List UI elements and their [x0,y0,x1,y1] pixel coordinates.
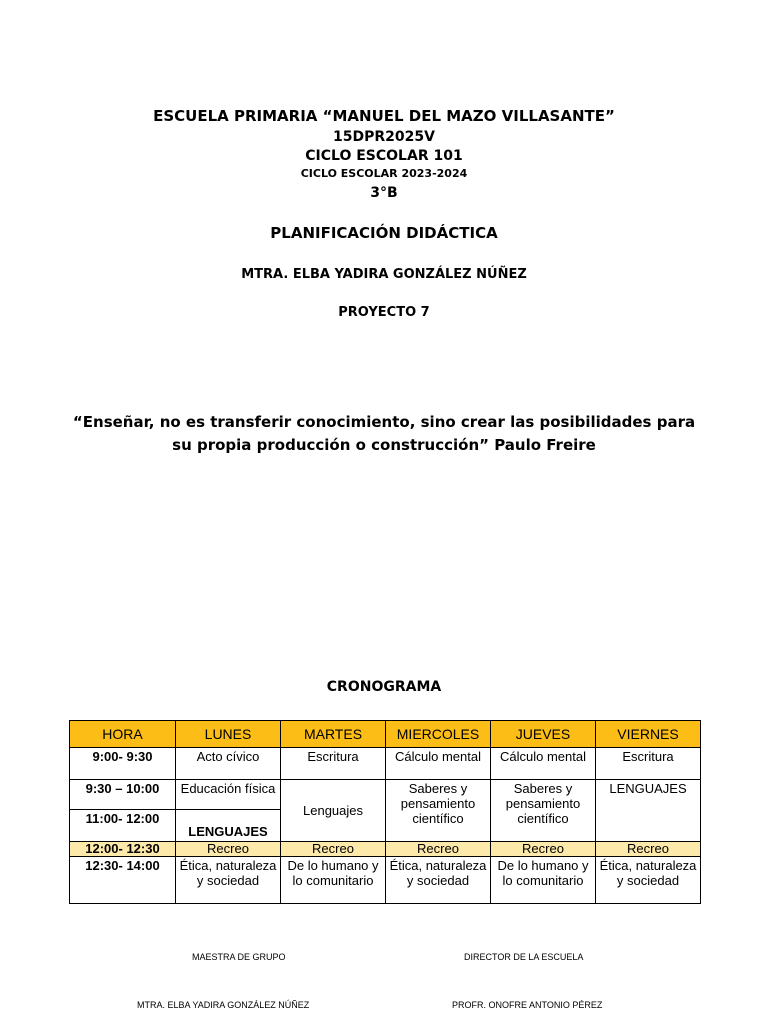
page-title: PLANIFICACIÓN DIDÁCTICA [270,224,498,242]
cell-jueves: Cálculo mental [491,748,596,780]
header-lunes: LUNES [176,721,281,748]
cell-martes: Lenguajes [281,780,386,842]
signature-right-role: DIRECTOR DE LA ESCUELA [464,952,584,962]
cell-martes: Recreo [281,842,386,857]
cell-miercoles: Ética, naturaleza y sociedad [386,857,491,904]
signature-left-role: MAESTRA DE GRUPO [192,952,286,962]
cell-miercoles: Saberes y pensamiento científico [386,780,491,842]
header-hora: HORA [70,721,176,748]
header-miercoles: MIERCOLES [386,721,491,748]
project-number: PROYECTO 7 [338,305,430,320]
cell-jueves: Saberes y pensamiento científico [491,780,596,842]
school-cycle-a: CICLO ESCOLAR 101 [305,148,463,164]
cell-jueves: Recreo [491,842,596,857]
cell-martes: De lo humano y lo comunitario [281,857,386,904]
quote: “Enseñar, no es transferir conocimiento, sino crear las posibilidades para su propia producción o construcción” Paulo Freire [72,413,696,454]
header-martes: MARTES [281,721,386,748]
school-name: ESCUELA PRIMARIA “MANUEL DEL MAZO VILLASANTE” [153,107,615,125]
school-group: 3°B [370,185,398,201]
cell-hora: 9:00- 9:30 [70,748,176,780]
table-row-recreo [70,842,701,857]
header-jueves: JUEVES [491,721,596,748]
signature-right-name: PROFR. ONOFRE ANTONIO PÉREZ [452,1000,603,1010]
cell-viernes: Escritura [596,748,701,780]
cell-hora: 11:00- 12:00 [70,810,176,842]
table-row [70,748,701,780]
cell-martes: Escritura [281,748,386,780]
cell-hora: 9:30 – 10:00 [70,780,176,810]
header-viernes: VIERNES [596,721,701,748]
cell-lunes: Acto cívico [176,748,281,780]
schedule-title: CRONOGRAMA [326,679,442,695]
cell-lunes: Educación física [176,780,281,810]
cell-hora: 12:00- 12:30 [70,842,176,857]
schedule-header-row [70,721,701,748]
schedule-table [69,720,701,904]
cell-jueves: De lo humano y lo comunitario [491,857,596,904]
cell-hora: 12:30- 14:00 [70,857,176,904]
teacher-name: MTRA. ELBA YADIRA GONZÁLEZ NÚÑEZ [241,267,527,282]
cell-miercoles: Cálculo mental [386,748,491,780]
cell-viernes: Recreo [596,842,701,857]
cell-lunes: Ética, naturaleza y sociedad [176,857,281,904]
signature-left-name: MTRA. ELBA YADIRA GONZÁLEZ NÚÑEZ [137,1000,310,1010]
cell-lunes: LENGUAJES [176,810,281,842]
school-cycle-b: CICLO ESCOLAR 2023-2024 [300,167,468,180]
cell-viernes: Ética, naturaleza y sociedad [596,857,701,904]
cell-viernes: LENGUAJES [596,780,701,842]
table-row [70,857,701,904]
cell-miercoles: Recreo [386,842,491,857]
school-code: 15DPR2025V [333,129,435,145]
cell-lunes: Recreo [176,842,281,857]
table-row [70,780,701,810]
